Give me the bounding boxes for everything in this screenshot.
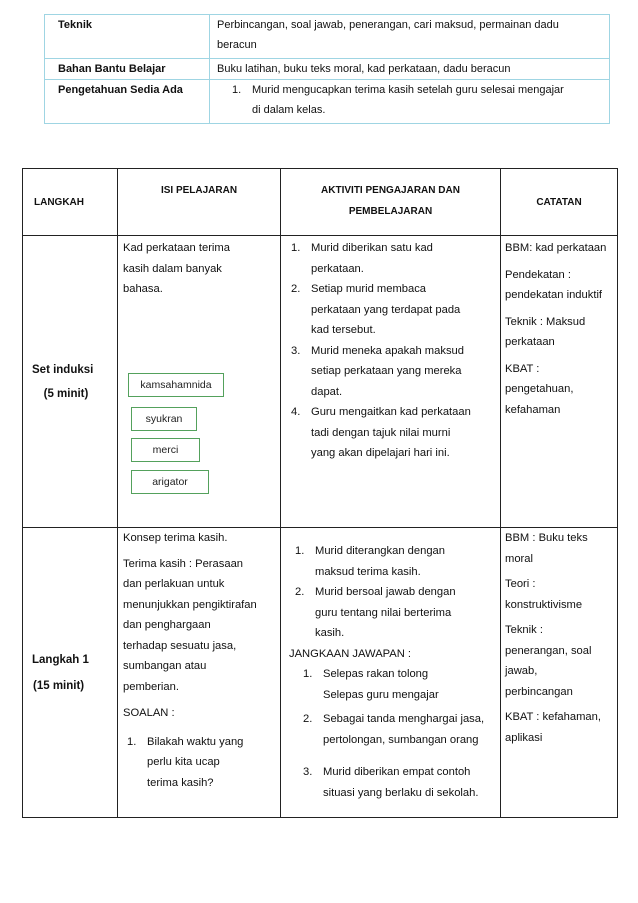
list-line: dapat. <box>311 385 343 398</box>
list-line: tadi dengan tajuk nilai murni <box>311 426 451 439</box>
catatan-line: KBAT : kefahaman, <box>505 711 601 723</box>
header-aktiviti <box>281 169 501 236</box>
list-item <box>291 238 496 279</box>
header-catatan: CATATAN <box>501 169 618 236</box>
list-line: kad tersebut. <box>311 324 376 336</box>
list-line: Guru mengaitkan kad perkataan <box>311 406 471 418</box>
isi-line: menunjukkan pengiktirafan <box>123 598 257 611</box>
list-number: 2. <box>303 713 313 725</box>
aktiviti-cell <box>281 236 501 528</box>
isi-line: sumbangan atau <box>123 660 207 672</box>
isi-line: pemberian. <box>123 680 179 693</box>
list-number: 1. <box>291 242 301 254</box>
list-item <box>291 279 496 341</box>
list-item <box>303 664 496 705</box>
catatan-block <box>505 574 615 615</box>
list-line: Sebagai tanda menghargai jasa, <box>323 713 485 725</box>
catatan-line: perbincangan <box>505 685 573 698</box>
jangkaan-label: JANGKAAN JAWAPAN : <box>289 647 412 660</box>
catatan-line: Pendekatan : <box>505 268 571 281</box>
header-row <box>23 169 618 236</box>
word-card: arigator <box>131 470 209 494</box>
catatan-block <box>505 265 615 306</box>
aktiviti-cell <box>281 528 501 818</box>
list-line: setiap perkataan yang mereka <box>311 365 462 377</box>
list-number: 1. <box>303 668 313 680</box>
catatan-block <box>505 620 615 702</box>
list-item <box>291 341 496 403</box>
list-line: maksud terima kasih. <box>315 565 421 578</box>
list-line: Selepas rakan tolong <box>323 668 429 680</box>
catatan-line: penerangan, soal <box>505 644 592 657</box>
catatan-line: BBM: kad perkataan <box>505 242 607 254</box>
word-card: merci <box>131 438 200 462</box>
langkah-duration: (15 minit) <box>33 679 85 692</box>
catatan-line: Teknik : <box>505 624 543 636</box>
list-line: perlu kita ucap <box>147 756 220 768</box>
list-item <box>295 541 496 582</box>
catatan-line: KBAT : <box>505 362 540 375</box>
row-langkah-1 <box>23 528 618 818</box>
info-value <box>210 15 610 59</box>
list-line: Murid diberikan satu kad <box>311 242 433 254</box>
info-value-line: beracun <box>217 39 257 51</box>
header-langkah: LANGKAH <box>23 169 118 236</box>
catatan-line: kefahaman <box>505 403 561 416</box>
word-card: syukran <box>131 407 197 431</box>
soalan-label: SOALAN : <box>123 707 175 719</box>
isi-cell <box>118 528 281 818</box>
header-isi: ISI PELAJARAN <box>118 169 281 236</box>
lesson-table <box>22 168 618 818</box>
list-line: kasih. <box>315 627 345 639</box>
list-line: pertolongan, sumbangan orang <box>323 733 479 746</box>
isi-line: terhadap sesuatu jasa, <box>123 639 237 652</box>
info-row-pengetahuan <box>45 80 610 124</box>
info-value <box>210 80 610 124</box>
catatan-line: Teknik : Maksud <box>505 315 586 328</box>
info-value-line: Murid mengucapkan terima kasih setelah guru selesai mengajar <box>252 84 564 96</box>
list-item <box>123 732 276 794</box>
catatan-block <box>505 707 615 748</box>
list-line: Bilakah waktu yang <box>147 735 244 748</box>
list-item <box>303 762 496 803</box>
isi-cell <box>118 236 281 528</box>
list-item <box>291 402 496 464</box>
isi-line: Kad perkataan terima <box>123 242 230 254</box>
list-line: perkataan yang terdapat pada <box>311 303 461 316</box>
list-number: 3. <box>291 344 301 357</box>
isi-line: kasih dalam banyak <box>123 262 222 275</box>
info-value-line: Perbincangan, soal jawab, penerangan, cari maksud, permainan dadu <box>217 19 559 31</box>
catatan-line: moral <box>505 552 533 565</box>
list-line: yang akan dipelajari hari ini. <box>311 447 450 459</box>
isi-line: bahasa. <box>123 283 163 295</box>
list-line: Murid bersoal jawab dengan <box>315 586 456 598</box>
list-line: situasi yang berlaku di sekolah. <box>323 786 479 799</box>
catatan-line: perkataan <box>505 336 555 348</box>
isi-title: Konsep terima kasih. <box>123 532 228 544</box>
row-set-induksi <box>23 236 618 528</box>
isi-line: Terima kasih : Perasaan <box>123 557 244 570</box>
isi-definition <box>123 554 276 698</box>
list-item <box>303 709 496 750</box>
list-number: 2. <box>291 283 301 295</box>
catatan-line: jawab, <box>505 665 538 677</box>
list-line: Murid diterangkan dengan <box>315 545 445 557</box>
isi-line: dan penghargaan <box>123 619 211 631</box>
list-line: Selepas guru mengajar <box>323 688 439 701</box>
catatan-block <box>505 312 615 353</box>
langkah-title: Langkah 1 <box>32 653 89 666</box>
langkah-duration: (5 minit) <box>43 387 89 400</box>
langkah-cell <box>23 528 118 818</box>
catatan-line: konstruktivisme <box>505 598 583 611</box>
word-card: kamsahamnida <box>128 373 224 397</box>
list-number: 2. <box>295 586 305 598</box>
catatan-line: pengetahuan, <box>505 383 574 395</box>
list-line: Murid meneka apakah maksud <box>311 344 464 357</box>
list-line: Murid diberikan empat contoh <box>323 766 471 778</box>
catatan-line: pendekatan induktif <box>505 289 603 301</box>
catatan-line: aplikasi <box>505 731 543 744</box>
list-line: terima kasih? <box>147 776 214 789</box>
catatan-cell <box>501 528 618 818</box>
list-line: Setiap murid membaca <box>311 283 427 295</box>
catatan-cell <box>501 236 618 528</box>
catatan-block <box>505 238 615 259</box>
list-line: perkataan. <box>311 262 364 275</box>
catatan-line: BBM : Buku teks <box>505 532 588 544</box>
catatan-block <box>505 359 615 421</box>
list-number: 1. <box>127 735 137 748</box>
info-label: Bahan Bantu Belajar <box>45 59 210 80</box>
list-number: 4. <box>291 406 301 418</box>
header-aktiviti-line: AKTIVITI PENGAJARAN DAN <box>321 185 460 196</box>
catatan-block <box>505 528 615 569</box>
info-value: Buku latihan, buku teks moral, kad perkataan, dadu beracun <box>210 59 610 80</box>
catatan-line: Teori : <box>505 578 536 590</box>
list-item <box>295 582 496 644</box>
info-row-teknik <box>45 15 610 59</box>
header-aktiviti-line: PEMBELAJARAN <box>348 206 433 217</box>
list-number: 3. <box>303 766 313 778</box>
info-row-bahan <box>45 59 610 80</box>
list-number: 1. <box>295 545 305 557</box>
info-value-line: di dalam kelas. <box>252 104 326 116</box>
info-label: Pengetahuan Sedia Ada <box>45 80 210 124</box>
list-number: 1. <box>232 84 242 96</box>
isi-line: dan perlakuan untuk <box>123 578 225 590</box>
info-label: Teknik <box>45 15 210 59</box>
langkah-title: Set induksi <box>32 363 94 376</box>
info-table <box>44 14 610 124</box>
langkah-cell <box>23 236 118 528</box>
list-line: guru tentang nilai berterima <box>315 606 452 619</box>
